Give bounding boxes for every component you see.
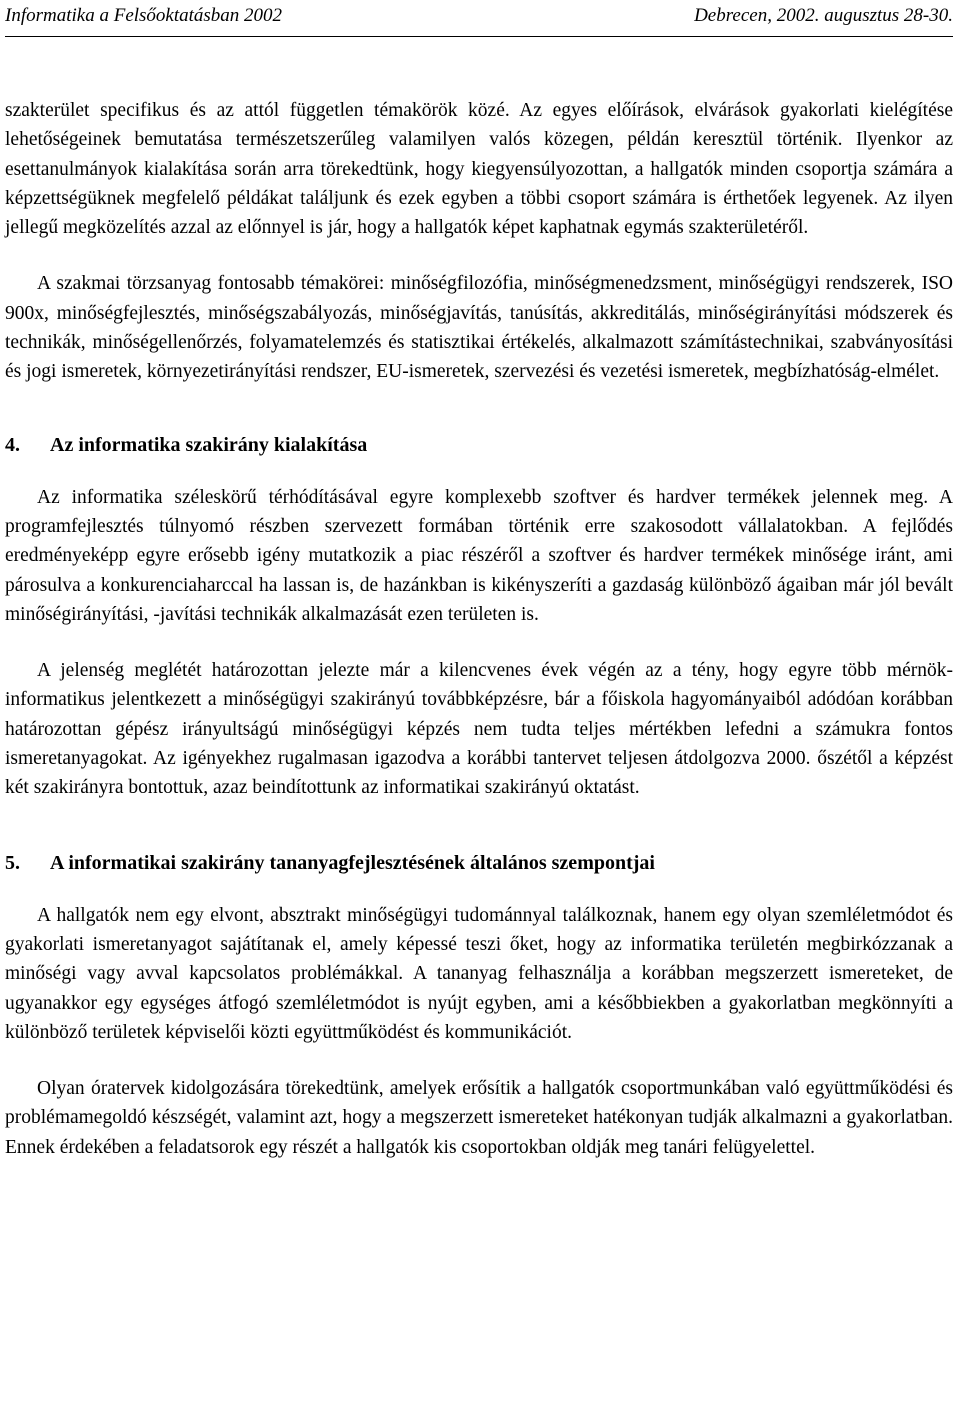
header-location-date: Debrecen, 2002. augusztus 28-30. — [694, 5, 953, 26]
section-title: Az informatika szakirány kialakítása — [50, 433, 368, 456]
paragraph: A hallgatók nem egy elvont, absztrakt minőségügyi tudománnyal találkoznak, hanem egy olyan szemléletmódot és gyakorlati ismeretanyagot sajátítanak el, amely képessé teszi őket, hogy az informatika területén megbirkózzanak a minőségi vagy avval kapcsolatos problémákkal. A tananyag felhasználja a korábban megszerzett ismereteket, de ugyanakkor egy egységes átfogó szemléletmódot is nyújt egyben, ami a későbbiekben a gyakorlatban megkönnyíti a különböző területek képviselői közti együttműködést és kommunikációt. — [5, 904, 953, 1043]
section-heading-5 — [5, 849, 953, 878]
section-heading-4 — [5, 431, 953, 460]
section-title: A informatikai szakirány tananyagfejlesztésének általános szempontjai — [50, 851, 655, 874]
paragraph: Az informatika széleskörű térhódításával egyre komplexebb szoftver és hardver termékek jelennek meg. A programfejlesztés túlnyomó részben szervezett formában történik erre szakosodott vállalatokban. A fejlődés eredményeképp egyre erősebb igény mutatkozik a piac részéről a szoftver és hardver termékek minősége iránt, ami párosulva a konkurenciaharccal ha lassan is, de hazánkban is kikényszeríti a gazdaság különböző ágaiban már jól bevált minőségirányítási, -javítási technikák alkalmazását ezen területen is. — [5, 486, 953, 625]
paragraph: Olyan óratervek kidolgozására törekedtünk, amelyek erősítik a hallgatók csoportmunkában való együttműködési és problémamegoldó készségét, valamint azt, hogy a megszerzett ismereteket hatékonyan tudják alkalmazni a gyakorlatban. Ennek érdekében a feladatsorok egy részét a hallgatók kis csoportokban oldják meg tanári felügyelettel. — [5, 1078, 953, 1158]
page-content — [5, 96, 953, 1162]
header-conference-title: Informatika a Felsőoktatásban 2002 — [5, 5, 283, 26]
section-number: 4. — [5, 433, 20, 456]
section-number: 5. — [5, 851, 20, 874]
paragraph: A szakmai törzsanyag fontosabb témakörei: minőségfilozófia, minőségmenedzsment, minőségügyi rendszerek, ISO 900x, minőségfejlesztés, minőségszabályozás, minőségjavítás, tanúsítás, akkreditálás, minőségirányítási módszerek és technikák, minőségellenőrzés, folyamatelemzés és statisztikai értékelés, alkalmazott számítástechnikai, szabványosítási és jogi ismeretek, környezetirányítási rendszer, EU-ismeretek, szervezési és vezetési ismeretek, megbízhatóság-elmélet. — [5, 273, 953, 383]
paragraph: szakterület specifikus és az attól független témakörök közé. Az egyes előírások, elvárások gyakorlati kielégítése lehetőségeinek bemutatása természetszerűleg valamilyen valós közegen, példán keresztül történik. Ilyenkor az esettanulmányok kialakítása során arra törekedtünk, hogy kiegyensúlyozottan, a hallgatók minden csoportja számára a képzettségüknek megfelelő példákat találjunk és ezek egyben a többi csoport számára is érthetőek legyenek. Az ilyen jellegű megközelítés azzal az előnnyel is jár, hogy a hallgatók képet kaphatnak egymás szakterületéről. — [5, 100, 953, 239]
page-header — [5, 0, 953, 37]
paragraph: A jelenség meglétét határozottan jelezte már a kilencvenes évek végén az a tény, hogy egyre több mérnök-informatikus jelentkezett a minőségügyi szakirányú továbbképzésre, bár a főiskola hagyományaiból adódóan korábban határozottan gépész irányultságú minőségügyi képzés nem tudta teljes mértékben lefedni a számukra fontos ismeretanyagokat. Az igényekhez rugalmasan igazodva a korábbi tantervet teljesen átdolgozva 2000. őszétől a képzést két szakirányra bontottuk, azaz beindítottunk az informatikai szakirányú oktatást. — [5, 660, 953, 799]
